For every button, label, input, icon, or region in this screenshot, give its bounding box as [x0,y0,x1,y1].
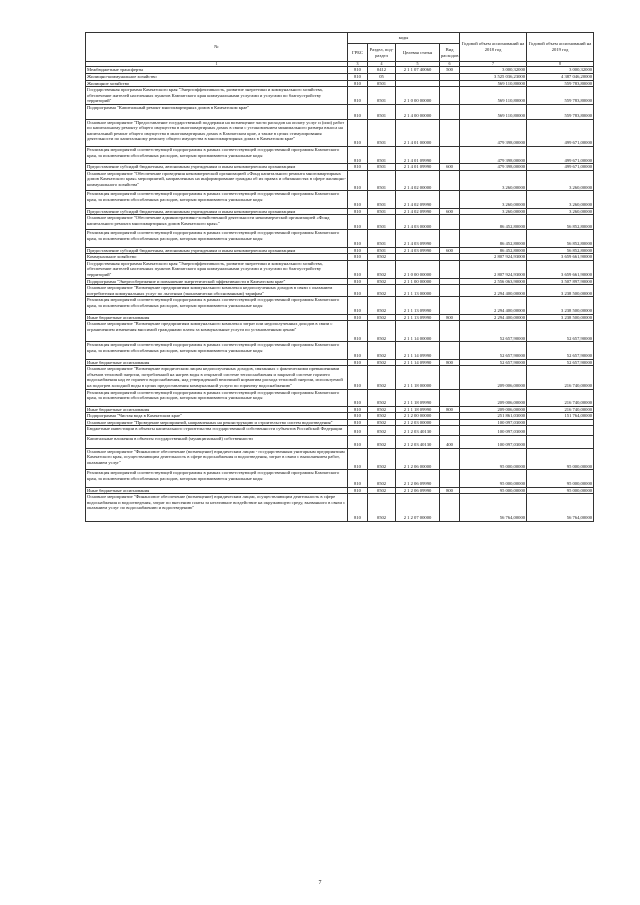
table-row [86,191,594,208]
row-volume-2019-cell: 95 000,00000 [527,487,594,494]
row-expense-type-cell [440,230,460,247]
row-volume-2019-cell: 499 671,00000 [527,164,594,171]
row-section-cell: 0502 [368,406,396,413]
column-index: 6 [440,62,460,67]
header-number: № [86,33,348,62]
row-target-article-cell: 2 1 4 03 09990 [396,247,440,254]
row-section-cell: 0502 [368,470,396,487]
row-section-cell: 0501 [368,87,396,105]
row-expense-type-cell [440,278,460,285]
row-volume-2019-cell: 95 000,00000 [527,448,594,470]
row-section-cell: 0501 [368,146,396,163]
row-expense-type-cell [440,80,460,87]
row-section-cell: 0412 [368,67,396,74]
row-grbs-cell: 810 [348,321,368,342]
row-expense-type-cell [440,170,460,191]
row-grbs-cell: 810 [348,164,368,171]
row-name-cell: Государственная программа Камчатского края "Энергоэффективность, развитие энергетики и коммунального хозяйства, обеспечение жителей населенных пунктов Камчатского края коммунальными услугами и услугами по благоустройству территорий" [86,260,348,278]
row-target-article-cell: 2 1 2 06 00000 [396,448,440,470]
row-name-cell: Реализация мероприятий соответствующей подпрограммы в рамках соответствующей государственной программы Камчатского края, за исключением обособленных расходов, которым присваиваются уникальные коды [86,146,348,163]
table-row [86,413,594,420]
row-section-cell: 0502 [368,389,396,406]
row-volume-2018-cell: 56 764,00000 [460,494,527,522]
row-volume-2018-cell: 209 006,00000 [460,366,527,389]
row-section-cell: 0502 [368,285,396,297]
row-section-cell: 0502 [368,487,396,494]
row-grbs-cell: 810 [348,297,368,314]
row-volume-2019-cell [527,419,594,426]
row-expense-type-cell: 800 [440,359,460,366]
row-volume-2018-cell: 100 097,03000 [460,419,527,426]
row-target-article-cell: 2 1 1 18 00000 [396,366,440,389]
row-target-article-cell: 2 1 1 14 00000 [396,321,440,342]
header-section: Раздел, под-раздел [368,44,396,62]
row-volume-2019-cell: 559 783,80000 [527,80,594,87]
row-target-article-cell: 2 1 4 00 00000 [396,104,440,119]
column-index: 5 [396,62,440,67]
row-name-cell: Реализация мероприятий соответствующей подпрограммы в рамках соответствующей государственной программы Камчатского края, за исключением обособленных расходов, которым присваиваются уникальные коды [86,389,348,406]
row-expense-type-cell [440,366,460,389]
row-volume-2019-cell: 95 000,00000 [527,470,594,487]
row-grbs-cell: 810 [348,342,368,359]
row-volume-2019-cell: 3 507 897,90000 [527,278,594,285]
row-grbs-cell: 810 [348,448,368,470]
row-grbs-cell: 810 [348,278,368,285]
row-grbs-cell: 810 [348,260,368,278]
row-volume-2018-cell: 86 452,80000 [460,215,527,230]
row-volume-2019-cell: 56 764,00000 [527,494,594,522]
row-name-cell: Подпрограмма "Капитальный ремонт многоквартирных домов в Камчатском крае" [86,104,348,119]
page-number: 7 [318,880,322,886]
row-name-cell: Основное мероприятие "Возмещение предприятиям коммунального комплекса затрат или недополученных доходов в связи с ограничением изменения вносимой гражданами платы за коммунальные услуги по установленным ценам" [86,321,348,342]
row-target-article-cell: 2 1 1 13 09990 [396,314,440,321]
row-expense-type-cell [440,191,460,208]
row-target-article-cell: 2 1 2 07 00000 [396,494,440,522]
column-index: 1 [86,62,348,67]
row-expense-type-cell [440,254,460,261]
row-name-cell: Межбюджетные трансферты [86,67,348,74]
row-grbs-cell: 810 [348,389,368,406]
row-target-article-cell: 2 1 2 06 09990 [396,470,440,487]
row-volume-2018-cell: 52 657,90000 [460,342,527,359]
column-index: 7 [460,62,527,67]
row-expense-type-cell [440,104,460,119]
row-section-cell: 0502 [368,426,396,436]
row-grbs-cell: 810 [348,146,368,163]
row-expense-type-cell [440,87,460,105]
row-name-cell: Подпрограмма "Чистая вода в Камчатском крае" [86,413,348,420]
row-volume-2019-cell [527,426,594,436]
column-index: 3 [348,62,368,67]
row-grbs-cell: 810 [348,87,368,105]
row-expense-type-cell [440,342,460,359]
row-section-cell: 0501 [368,104,396,119]
row-volume-2018-cell: 100 097,03000 [460,436,527,449]
row-name-cell: Иные бюджетные ассигнования [86,359,348,366]
row-volume-2019-cell: 3 238 500,00000 [527,297,594,314]
row-volume-2019-cell: 499 671,00000 [527,146,594,163]
row-expense-type-cell: 600 [440,247,460,254]
row-grbs-cell: 810 [348,170,368,191]
row-expense-type-cell: 600 [440,208,460,215]
row-grbs-cell: 810 [348,215,368,230]
row-volume-2018-cell: 569 110,80000 [460,80,527,87]
table-body [86,62,594,522]
row-name-cell: Реализация мероприятий соответствующей подпрограммы в рамках соответствующей государственной программы Камчатского края, за исключением обособленных расходов, которым присваиваются уникальные коды [86,470,348,487]
column-index: 4 [368,62,396,67]
row-volume-2018-cell: 479 398,00000 [460,119,527,146]
row-volume-2019-cell: 3 238 500,00000 [527,285,594,297]
row-volume-2019-cell [527,436,594,449]
row-section-cell: 0501 [368,215,396,230]
row-volume-2018-cell: 3 000,32000 [460,67,527,74]
row-expense-type-cell [440,389,460,406]
budget-table-sheet [85,32,593,522]
row-name-cell: Предоставление субсидий бюджетным, автономным учреждениям и иным некоммерческим организациям [86,208,348,215]
row-section-cell: 0502 [368,297,396,314]
row-target-article-cell: 2 1 2 06 09990 [396,487,440,494]
row-name-cell: Жилищно-коммунальное хозяйство [86,73,348,80]
row-section-cell: 0502 [368,359,396,366]
row-volume-2018-cell: 3 525 036,23000 [460,73,527,80]
row-target-article-cell: 2 1 4 02 09990 [396,191,440,208]
row-section-cell: 0501 [368,80,396,87]
row-name-cell: Основное мероприятие "Обеспечение административно-хозяйственной деятельности некоммерческой организацией «Фонд капитального ремонта многоквартирных домов Камчатского края»" [86,215,348,230]
row-name-cell: Реализация мероприятий соответствующей подпрограммы в рамках соответствующей государственной программы Камчатского края, за исключением обособленных расходов, которым присваиваются уникальные коды [86,191,348,208]
row-volume-2019-cell: 3 238 500,00000 [527,314,594,321]
row-target-article-cell [396,254,440,261]
row-expense-type-cell [440,285,460,297]
row-name-cell: Коммунальное хозяйство [86,254,348,261]
row-target-article-cell: 2 1 4 02 09990 [396,208,440,215]
row-volume-2019-cell: 216 740,00000 [527,389,594,406]
table-row [86,254,594,261]
row-volume-2018-cell: 100 097,03000 [460,426,527,436]
row-volume-2018-cell: 209 006,00000 [460,406,527,413]
row-name-cell: Капитальные вложения в объекты государственной (муниципальной) собственности [86,436,348,449]
row-expense-type-cell [440,297,460,314]
row-expense-type-cell: 800 [440,487,460,494]
row-volume-2019-cell: 4 387 046,20000 [527,73,594,80]
table-row [86,80,594,87]
row-target-article-cell: 2 1 0 00 00000 [396,260,440,278]
table-row [86,260,594,278]
row-name-cell: Основное мероприятие "Финансовое обеспечение (возмещение) юридическим лицам - государственным унитарным предприятиям Камчатского края, осуществляющим деятельность в сфере водоснабжения и водоотведения, затрат в связи с выполнением работ, оказанием услуг" [86,448,348,470]
header-expense-type: Вид расходов [440,44,460,62]
row-volume-2019-cell: 559 783,80000 [527,104,594,119]
row-volume-2019-cell: 3 659 661,90000 [527,260,594,278]
row-expense-type-cell [440,413,460,420]
row-section-cell: 0502 [368,321,396,342]
row-name-cell: Иные бюджетные ассигнования [86,406,348,413]
table-row [86,119,594,146]
header-codes: коды [348,33,460,44]
row-grbs-cell: 810 [348,436,368,449]
row-volume-2018-cell: 3 260,00000 [460,208,527,215]
row-target-article-cell: 2 1 4 03 00000 [396,215,440,230]
table-row [86,297,594,314]
row-target-article-cell: 2 1 4 02 00000 [396,170,440,191]
row-volume-2019-cell: 56 852,80000 [527,215,594,230]
row-expense-type-cell [440,470,460,487]
row-expense-type-cell [440,419,460,426]
row-volume-2018-cell: 479 398,00000 [460,146,527,163]
row-grbs-cell: 810 [348,487,368,494]
row-section-cell: 0502 [368,494,396,522]
row-volume-2019-cell: 216 740,00000 [527,366,594,389]
table-row [86,359,594,366]
row-section-cell: 0502 [368,448,396,470]
table-header [86,33,594,62]
row-name-cell: Реализация мероприятий соответствующей подпрограммы в рамках соответствующей государственной программы Камчатского края, за исключением обособленных расходов, которым присваиваются уникальные коды [86,297,348,314]
row-volume-2018-cell: 52 657,90000 [460,359,527,366]
row-volume-2018-cell: 2 807 924,93000 [460,260,527,278]
row-target-article-cell: 2 1 1 18 09990 [396,406,440,413]
row-name-cell: Государственная программа Камчатского края "Энергоэффективность, развитие энергетики и коммунального хозяйства, обеспечение жителей населенных пунктов Камчатского края коммунальными услугами и услугами по благоустройству территорий" [86,87,348,105]
row-target-article-cell: 2 1 4 01 00000 [396,119,440,146]
row-name-cell: Основное мероприятие "Возмещение юридическим лицам недополученных доходов, связанных с фактическими превышениями объемов тепловой энергии, потребленной на нагрев воды в открытой системе теплоснабжения и закрытой системе горячего водоснабжения над ее горячего водоснабжения, над утвержденной величиной норматива расхода тепловой энергии, используемой на подогрев холодной воды в целях предоставления коммунальной услуги по горячему водоснабжению" [86,366,348,389]
table-row [86,164,594,171]
column-index: 8 [527,62,594,67]
row-grbs-cell: 810 [348,191,368,208]
row-volume-2019-cell: 3 260,00000 [527,170,594,191]
row-grbs-cell: 810 [348,314,368,321]
row-target-article-cell: 2 1 1 13 00000 [396,285,440,297]
row-expense-type-cell: 800 [440,314,460,321]
row-expense-type-cell [440,448,460,470]
row-target-article-cell: 2 1 4 01 09990 [396,164,440,171]
table-row [86,448,594,470]
row-volume-2018-cell: 2 294 400,00000 [460,285,527,297]
row-section-cell: 0502 [368,436,396,449]
table-row [86,247,594,254]
table-row [86,436,594,449]
row-target-article-cell: 2 1 0 00 00000 [396,87,440,105]
row-grbs-cell: 810 [348,470,368,487]
row-volume-2019-cell: 3 260,00000 [527,208,594,215]
row-target-article-cell: 2 1 1 18 09990 [396,389,440,406]
header-volume-2018: Годовой объем ассигнований на 2018 год [460,33,527,62]
row-expense-type-cell: 800 [440,406,460,413]
row-volume-2018-cell: 2 294 400,00000 [460,314,527,321]
row-grbs-cell: 810 [348,104,368,119]
row-section-cell: 0502 [368,278,396,285]
row-target-article-cell: 2 1 2 03 40130 [396,436,440,449]
row-grbs-cell: 810 [348,413,368,420]
row-name-cell: Основное мероприятие "Предоставление государственной поддержки на возмещение части расходов на оплату услуг и (или) работ по капитальному ремонту общего имущества в многоквартирных домах в связи с установлением минимального размера взноса на капитальный ремонт общего имущества в многоквартирных домах в Камчатском крае, а также в целях стимулирования деятельности по капитальному ремонту общего имущества в многоквартирных домах в Камчатском крае" [86,119,348,146]
row-section-cell: 0501 [368,230,396,247]
header-target-article: Целевая статья [396,44,440,62]
table-row [86,146,594,163]
row-grbs-cell: 810 [348,67,368,74]
budget-table [85,32,594,522]
row-expense-type-cell [440,494,460,522]
header-grbs: ГРБС [348,44,368,62]
table-row [86,215,594,230]
row-grbs-cell: 810 [348,247,368,254]
table-row [86,170,594,191]
row-target-article-cell: 2 1 1 14 09990 [396,342,440,359]
table-row [86,470,594,487]
row-target-article-cell: 2 1 4 03 09990 [396,230,440,247]
table-row [86,104,594,119]
row-volume-2018-cell: 52 657,90000 [460,321,527,342]
row-expense-type-cell [440,119,460,146]
row-volume-2018-cell: 251 861,03000 [460,413,527,420]
row-name-cell: Основное мероприятие "Проведение мероприятий, направленных на реконструкцию и строительство систем водоотведения" [86,419,348,426]
row-target-article-cell: 2 1 1 00 00000 [396,278,440,285]
row-section-cell: 0502 [368,366,396,389]
row-target-article-cell: 2 1 1 14 09990 [396,359,440,366]
row-volume-2019-cell: 216 740,00000 [527,406,594,413]
row-grbs-cell: 810 [348,80,368,87]
table-row [86,73,594,80]
row-grbs-cell: 810 [348,73,368,80]
table-row [86,208,594,215]
table-row [86,389,594,406]
row-expense-type-cell: 400 [440,436,460,449]
row-name-cell: Реализация мероприятий соответствующей подпрограммы в рамках соответствующей государственной программы Камчатского края, за исключением обособленных расходов, которым присваиваются уникальные коды [86,230,348,247]
table-row [86,314,594,321]
row-volume-2019-cell: 3 260,00000 [527,191,594,208]
row-grbs-cell: 810 [348,254,368,261]
row-section-cell: 0501 [368,164,396,171]
row-grbs-cell: 810 [348,406,368,413]
row-volume-2018-cell: 95 000,00000 [460,470,527,487]
row-target-article-cell: 2 1 2 00 00000 [396,413,440,420]
row-volume-2018-cell: 3 260,00000 [460,191,527,208]
table-row [86,366,594,389]
row-expense-type-cell [440,215,460,230]
row-expense-type-cell [440,426,460,436]
row-grbs-cell: 810 [348,419,368,426]
row-volume-2018-cell: 2 556 063,90000 [460,278,527,285]
row-section-cell: 0501 [368,247,396,254]
row-section-cell: 0501 [368,170,396,191]
row-expense-type-cell [440,321,460,342]
row-section-cell: 0502 [368,342,396,359]
table-row [86,67,594,74]
row-volume-2018-cell: 569 110,80000 [460,104,527,119]
row-grbs-cell: 810 [348,230,368,247]
table-row [86,406,594,413]
row-section-cell: 0502 [368,419,396,426]
row-volume-2018-cell: 569 110,80000 [460,87,527,105]
row-grbs-cell: 810 [348,119,368,146]
row-grbs-cell: 810 [348,285,368,297]
row-volume-2018-cell: 95 000,00000 [460,448,527,470]
table-row [86,285,594,297]
row-volume-2018-cell: 2 294 400,00000 [460,297,527,314]
row-name-cell: Иные бюджетные ассигнования [86,314,348,321]
row-section-cell: 0502 [368,260,396,278]
header-volume-2019: Годовой объем ассигнований на 2019 год [527,33,594,62]
row-name-cell: Бюджетные инвестиции в объекты капитального строительства государственной собственности субъектов Российской Федерации [86,426,348,436]
row-volume-2019-cell: 52 657,90000 [527,342,594,359]
row-name-cell: Подпрограмма "Энергосбережение и повышение энергетической эффективности в Камчатском крае" [86,278,348,285]
row-target-article-cell [396,73,440,80]
row-target-article-cell: 2 1 4 01 09990 [396,146,440,163]
row-expense-type-cell [440,146,460,163]
table-row [86,278,594,285]
row-volume-2019-cell: 56 852,80000 [527,247,594,254]
row-grbs-cell: 810 [348,426,368,436]
row-volume-2019-cell: 3 659 661,90000 [527,254,594,261]
row-expense-type-cell [440,73,460,80]
row-name-cell: Реализация мероприятий соответствующей подпрограммы в рамках соответствующей государственной программы Камчатского края, за исключением обособленных расходов, которым присваиваются уникальные коды [86,342,348,359]
row-name-cell: Предоставление субсидий бюджетным, автономным учреждениям и иным некоммерческим организациям [86,164,348,171]
table-row [86,87,594,105]
row-section-cell: 0502 [368,314,396,321]
row-target-article-cell: 2 1 2 03 40130 [396,426,440,436]
row-name-cell: Основное мероприятие "Возмещение предприятиям коммунального комплекса недополученных доходов в связи с оказанием потребителям коммунальных услуг по льготным (экономически обоснованным) тарифам" [86,285,348,297]
row-volume-2019-cell: 559 783,80000 [527,87,594,105]
row-volume-2018-cell: 2 807 924,93000 [460,254,527,261]
row-expense-type-cell [440,260,460,278]
row-name-cell: Жилищное хозяйство [86,80,348,87]
row-name-cell: Иные бюджетные ассигнования [86,487,348,494]
row-section-cell: 0502 [368,254,396,261]
row-volume-2018-cell: 86 452,80000 [460,230,527,247]
table-row [86,321,594,342]
row-grbs-cell: 810 [348,366,368,389]
row-volume-2019-cell: 52 657,90000 [527,359,594,366]
row-volume-2018-cell: 479 398,00000 [460,164,527,171]
table-row [86,494,594,522]
row-target-article-cell [396,80,440,87]
row-section-cell: 0501 [368,208,396,215]
row-section-cell: 0501 [368,119,396,146]
table-row [86,342,594,359]
row-target-article-cell: 2 1 1 13 09990 [396,297,440,314]
row-volume-2018-cell: 3 260,00000 [460,170,527,191]
row-section-cell: 0501 [368,191,396,208]
table-row [86,419,594,426]
row-section-cell: 0502 [368,413,396,420]
row-target-article-cell: 2 1 1 07 40060 [396,67,440,74]
row-volume-2019-cell: 3 000,32000 [527,67,594,74]
row-target-article-cell: 2 1 2 03 00000 [396,419,440,426]
row-volume-2018-cell: 95 000,00000 [460,487,527,494]
row-volume-2018-cell: 86 452,80000 [460,247,527,254]
row-section-cell: 05 [368,73,396,80]
table-row [86,487,594,494]
row-volume-2018-cell: 209 006,00000 [460,389,527,406]
row-volume-2019-cell: 499 671,00000 [527,119,594,146]
table-row [86,230,594,247]
row-expense-type-cell: 600 [440,164,460,171]
row-volume-2019-cell: 151 764,00000 [527,413,594,420]
row-name-cell: Основное мероприятие "Финансовое обеспечение (возмещение) юридическим лицам, осуществляющим деятельность в сфере водоснабжения и водоотведения, затрат по внесению платы за негативное воздействие на окружающую среду, вызванного в связи с оказанием услуг по водоснабжению и водоотведению" [86,494,348,522]
row-name-cell: Основное мероприятие "Обеспечение проведения некоммерческой организацией «Фонд капитального ремонта многоквартирных домов Камчатского края» мероприятий, направленных на информирование граждан об их правах и обязанностях в сфере жилищно-коммунального хозяйства" [86,170,348,191]
row-volume-2019-cell: 56 852,80000 [527,230,594,247]
row-expense-type-cell: 500 [440,67,460,74]
row-grbs-cell: 810 [348,359,368,366]
row-name-cell: Предоставление субсидий бюджетным, автономным учреждениям и иным некоммерческим организациям [86,247,348,254]
row-volume-2019-cell: 52 657,90000 [527,321,594,342]
table-row [86,426,594,436]
row-grbs-cell: 810 [348,494,368,522]
row-grbs-cell: 810 [348,208,368,215]
